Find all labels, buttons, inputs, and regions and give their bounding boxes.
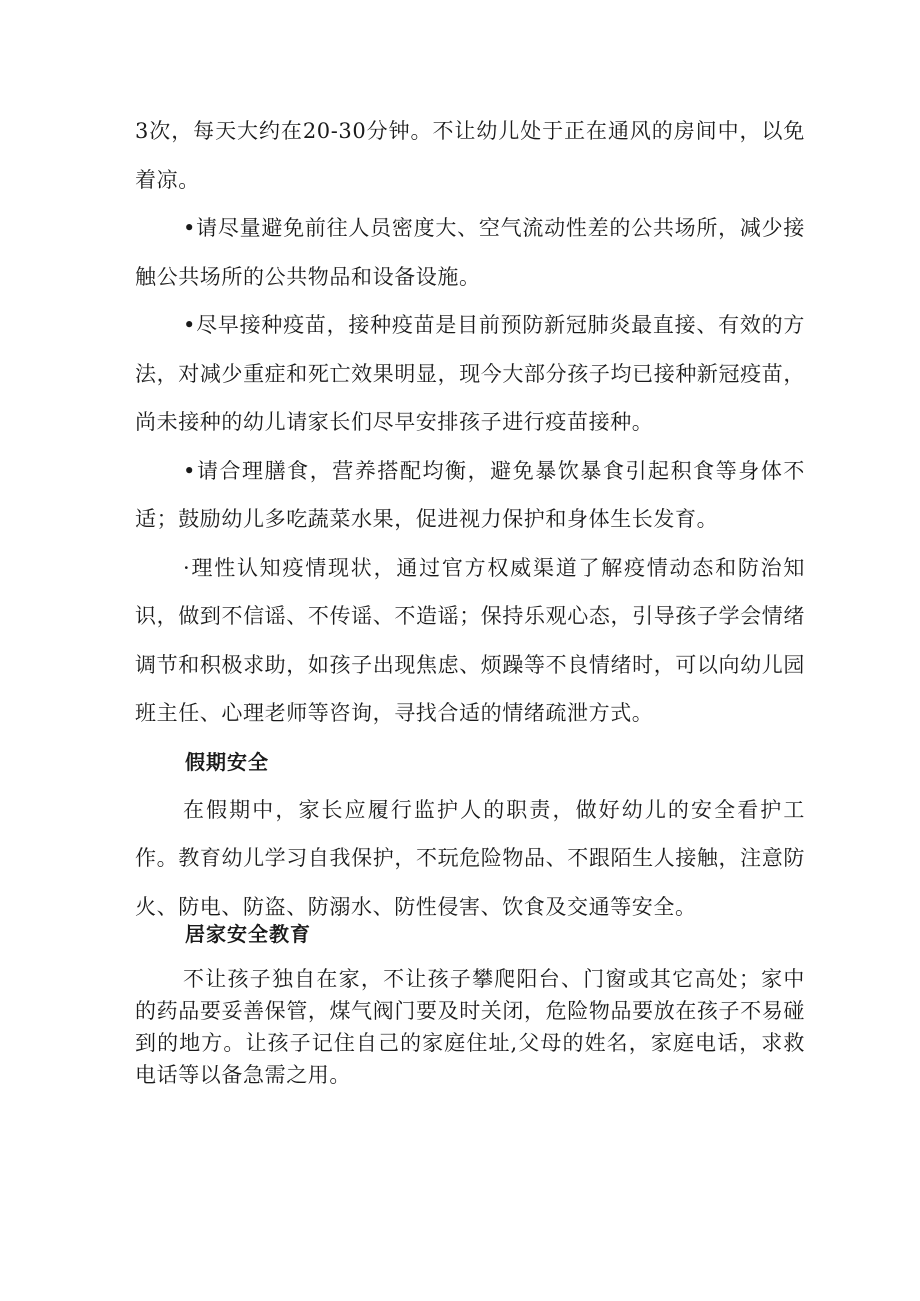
paragraph-avoid-crowds: •请尽量避免前往人员密度大、空气流动性差的公共场所，减少接触公共场所的公共物品和设备设施。 [135,216,805,289]
paragraph-mental-health: ·理性认知疫情现状，通过官方权威渠道了解疫情动态和防治知识，做到不信谣、不传谣、不造谣；保持乐观心态，引导孩子学会情绪调节和积极求助，如孩子出现焦虑、烦躁等不良情绪时，可以向幼儿园班主任、心理老师等咨询，寻找合适的情绪疏泄方式。 [135,555,805,725]
paragraph-ventilation: 3次，每天大约在20-30分钟。不让幼儿处于正在通风的房间中，以免着凉。 [135,119,805,192]
heading-holiday-safety: 假期安全 [185,749,269,774]
paragraph-holiday-safety: 在假期中，家长应履行监护人的职责，做好幼儿的安全看护工作。教育幼儿学习自我保护，不玩危险物品、不跟陌生人接触，注意防火、防电、防盗、防溺水、防性侵害、饮食及交通等安全。 [135,797,805,919]
heading-home-safety: 居家安全教育 [185,922,311,946]
paragraph-vaccination: •尽早接种疫苗，接种疫苗是目前预防新冠肺炎最直接、有效的方法，对减少重症和死亡效果明显，现今大部分孩子均已接种新冠疫苗，尚未接种的幼儿请家长们尽早安排孩子进行疫苗接种。 [135,313,805,434]
paragraph-home-safety: 不让孩子独自在家，不让孩子攀爬阳台、门窗或其它高处；家中的药品要妥善保管，煤气阀门要及时关闭，危险物品要放在孩子不易碰到的地方。让孩子记住自己的家庭住址,父母的姓名，家庭电话，求救电话等以备急需之用。 [135,967,805,1087]
document-page [135,107,805,1091]
paragraph-diet: •请合理膳食，营养搭配均衡，避免暴饮暴食引起积食等身体不适；鼓励幼儿多吃蔬菜水果，促进视力保护和身体生长发育。 [135,458,805,531]
